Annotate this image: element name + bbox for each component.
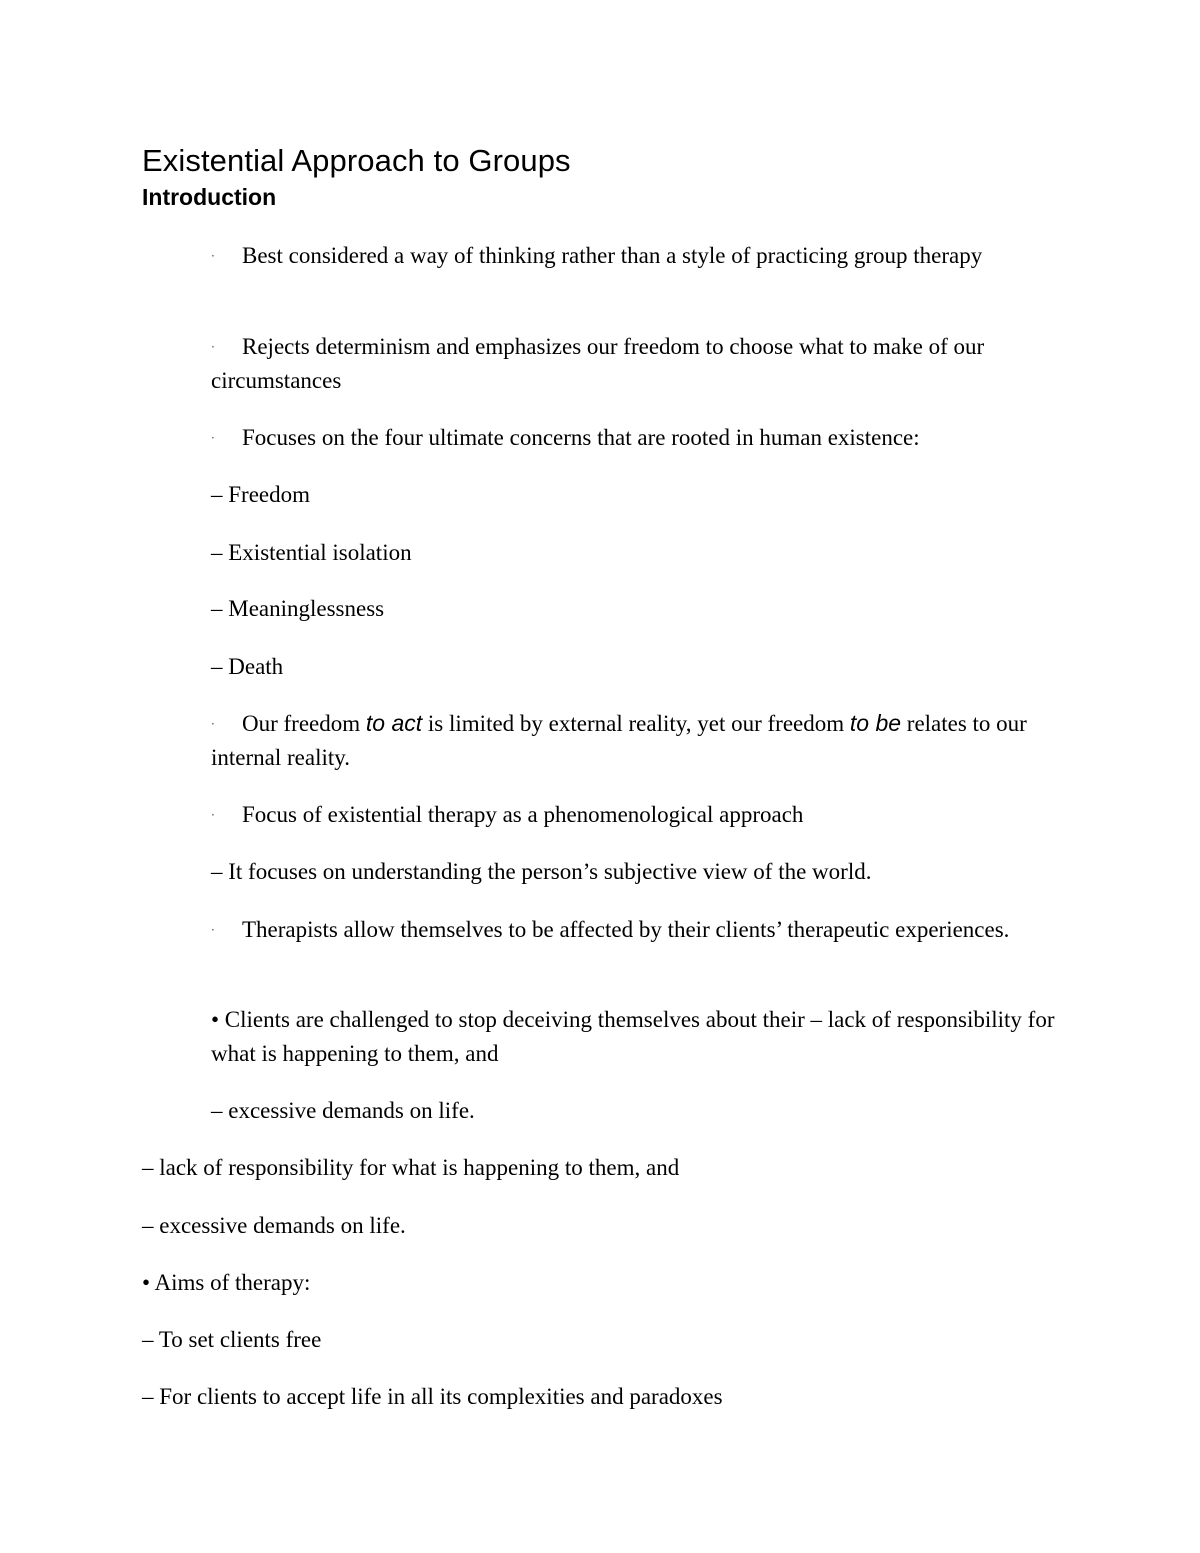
- bullet-dot-icon: ·: [211, 431, 215, 445]
- bullet-text: Our freedom: [242, 711, 366, 736]
- bullet-text: Focus of existential therapy as a phenomenological approach: [242, 802, 804, 827]
- bullet-paragraph: [211, 421, 1061, 455]
- bullet-text: Rejects determinism and emphasizes our freedom to choose what to make of our circumstances: [211, 334, 985, 393]
- dash-item: – excessive demands on life.: [142, 1213, 406, 1238]
- bullet-paragraph: [211, 330, 1061, 398]
- concern-item-meaninglessness: – Meaninglessness: [211, 596, 385, 621]
- dash-item: – lack of responsibility for what is happening to them, and: [142, 1155, 680, 1180]
- bullet-dot-icon: ·: [211, 717, 215, 731]
- emphasis-text: to be: [849, 710, 902, 736]
- bullet-paragraph: [211, 239, 1061, 273]
- concern-item-isolation: – Existential isolation: [211, 540, 412, 565]
- bullet-text: Therapists allow themselves to be affected by their clients’ therapeutic experiences.: [242, 917, 1010, 942]
- dash-item: – To set clients free: [142, 1327, 322, 1352]
- document-title: Existential Approach to Groups: [142, 143, 571, 178]
- bullet-paragraph: [211, 798, 1061, 832]
- bullet-text: relates to our internal reality.: [211, 711, 1027, 770]
- bullet-paragraph: • Aims of therapy:: [142, 1270, 311, 1295]
- bullet-dot-icon: ·: [211, 808, 215, 822]
- bullet-text: Focuses on the four ultimate concerns that are rooted in human existence:: [242, 425, 920, 450]
- bullet-dot-icon: ·: [211, 923, 215, 937]
- bullet-text: is limited by external reality, yet our freedom: [422, 711, 850, 736]
- bullet-paragraph: [211, 913, 1061, 947]
- concern-item-freedom: – Freedom: [211, 482, 311, 507]
- dash-item: – excessive demands on life.: [211, 1098, 475, 1123]
- bullet-text: Best considered a way of thinking rather than a style of practicing group therapy: [242, 243, 983, 268]
- bullet-paragraph: [211, 706, 1061, 775]
- bullet-paragraph: • Clients are challenged to stop deceiving themselves about their – lack of responsibility for what is happening to them, and: [211, 1007, 1055, 1066]
- concern-item-death: – Death: [211, 654, 284, 679]
- bullet-dot-icon: ·: [211, 340, 215, 354]
- section-heading-introduction: Introduction: [142, 184, 277, 210]
- dash-item: – For clients to accept life in all its complexities and paradoxes: [142, 1384, 723, 1409]
- bullet-dot-icon: ·: [211, 249, 215, 263]
- emphasis-text: to act: [365, 710, 423, 736]
- dash-item: – It focuses on understanding the person’s subjective view of the world.: [211, 859, 872, 884]
